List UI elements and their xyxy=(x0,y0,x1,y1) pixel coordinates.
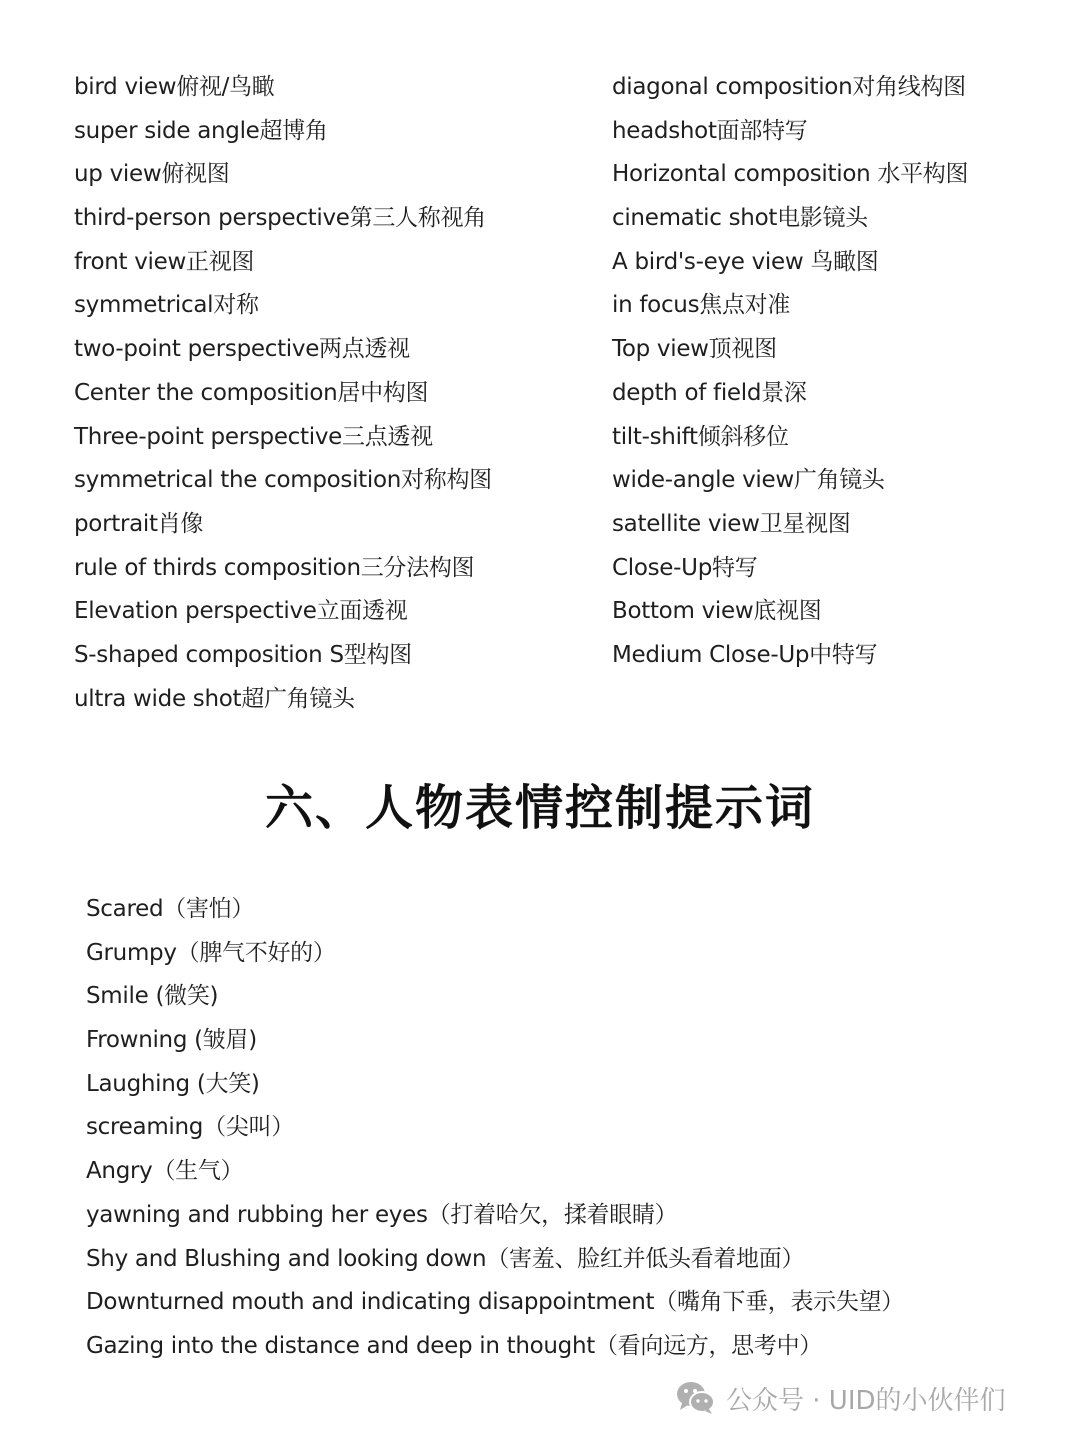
expression-list xyxy=(86,888,904,1369)
expression-item: Scared（害怕） xyxy=(86,896,255,922)
expression-item: Laughing (大笑) xyxy=(86,1070,260,1097)
term-item: Center the composition居中构图 xyxy=(74,379,429,406)
expression-item: Grumpy（脾气不好的） xyxy=(86,939,336,966)
wechat-icon xyxy=(676,1381,716,1415)
term-item: up view俯视图 xyxy=(74,161,230,188)
footer-watermark xyxy=(676,1378,1006,1418)
term-item: depth of field景深 xyxy=(612,379,807,406)
term-item: tilt-shift倾斜移位 xyxy=(612,423,789,450)
term-item: headshot面部特写 xyxy=(612,117,808,144)
expression-item: Shy and Blushing and looking down（害羞、脸红并低头看着地面） xyxy=(86,1245,805,1272)
term-item: symmetrical对称 xyxy=(74,292,259,319)
term-item: Top view顶视图 xyxy=(612,336,777,363)
term-item: two-point perspective两点透视 xyxy=(74,336,410,363)
term-item: rule of thirds composition三分法构图 xyxy=(74,554,475,581)
expression-item: Gazing into the distance and deep in thought（看向远方，思考中） xyxy=(86,1332,822,1359)
footer-text: 公众号 · UID的小伙伴们 xyxy=(726,1385,1006,1416)
term-item: Medium Close-Up中特写 xyxy=(612,641,878,668)
term-item: third-person perspective第三人称视角 xyxy=(74,205,486,232)
section-title: 六、人物表情控制提示词 xyxy=(264,780,815,836)
expression-item: Frowning (皱眉) xyxy=(86,1027,257,1054)
expression-item: Angry（生气） xyxy=(86,1158,244,1185)
term-item: Bottom view底视图 xyxy=(612,598,822,625)
term-item: portrait肖像 xyxy=(74,510,204,537)
term-item: Horizontal composition 水平构图 xyxy=(612,161,969,188)
term-item: satellite view卫星视图 xyxy=(612,510,851,537)
term-item: cinematic shot电影镜头 xyxy=(612,205,868,232)
term-item: Three-point perspective三点透视 xyxy=(74,423,433,450)
expression-item: screaming（尖叫） xyxy=(86,1114,294,1141)
term-item: S-shaped composition S型构图 xyxy=(74,641,412,668)
expression-item: Downturned mouth and indicating disappointment（嘴角下垂，表示失望） xyxy=(86,1289,904,1316)
term-item: ultra wide shot超广角镜头 xyxy=(74,685,355,712)
term-item: front view正视图 xyxy=(74,248,255,275)
composition-terms-left xyxy=(74,66,492,721)
term-item: Elevation perspective立面透视 xyxy=(74,598,408,625)
term-item: wide-angle view广角镜头 xyxy=(612,467,885,494)
term-item: symmetrical the composition对称构图 xyxy=(74,467,492,494)
composition-terms-right xyxy=(612,66,968,678)
term-item: Close-Up特写 xyxy=(612,554,758,581)
term-item: bird view俯视/鸟瞰 xyxy=(74,74,275,100)
term-item: super side angle超博角 xyxy=(74,117,328,144)
term-item: in focus焦点对准 xyxy=(612,292,791,319)
expression-item: yawning and rubbing her eyes（打着哈欠，揉着眼睛） xyxy=(86,1201,678,1228)
expression-item: Smile (微笑) xyxy=(86,983,219,1010)
term-item: A bird's-eye view 鸟瞰图 xyxy=(612,248,879,275)
term-item: diagonal composition对角线构图 xyxy=(612,74,966,100)
